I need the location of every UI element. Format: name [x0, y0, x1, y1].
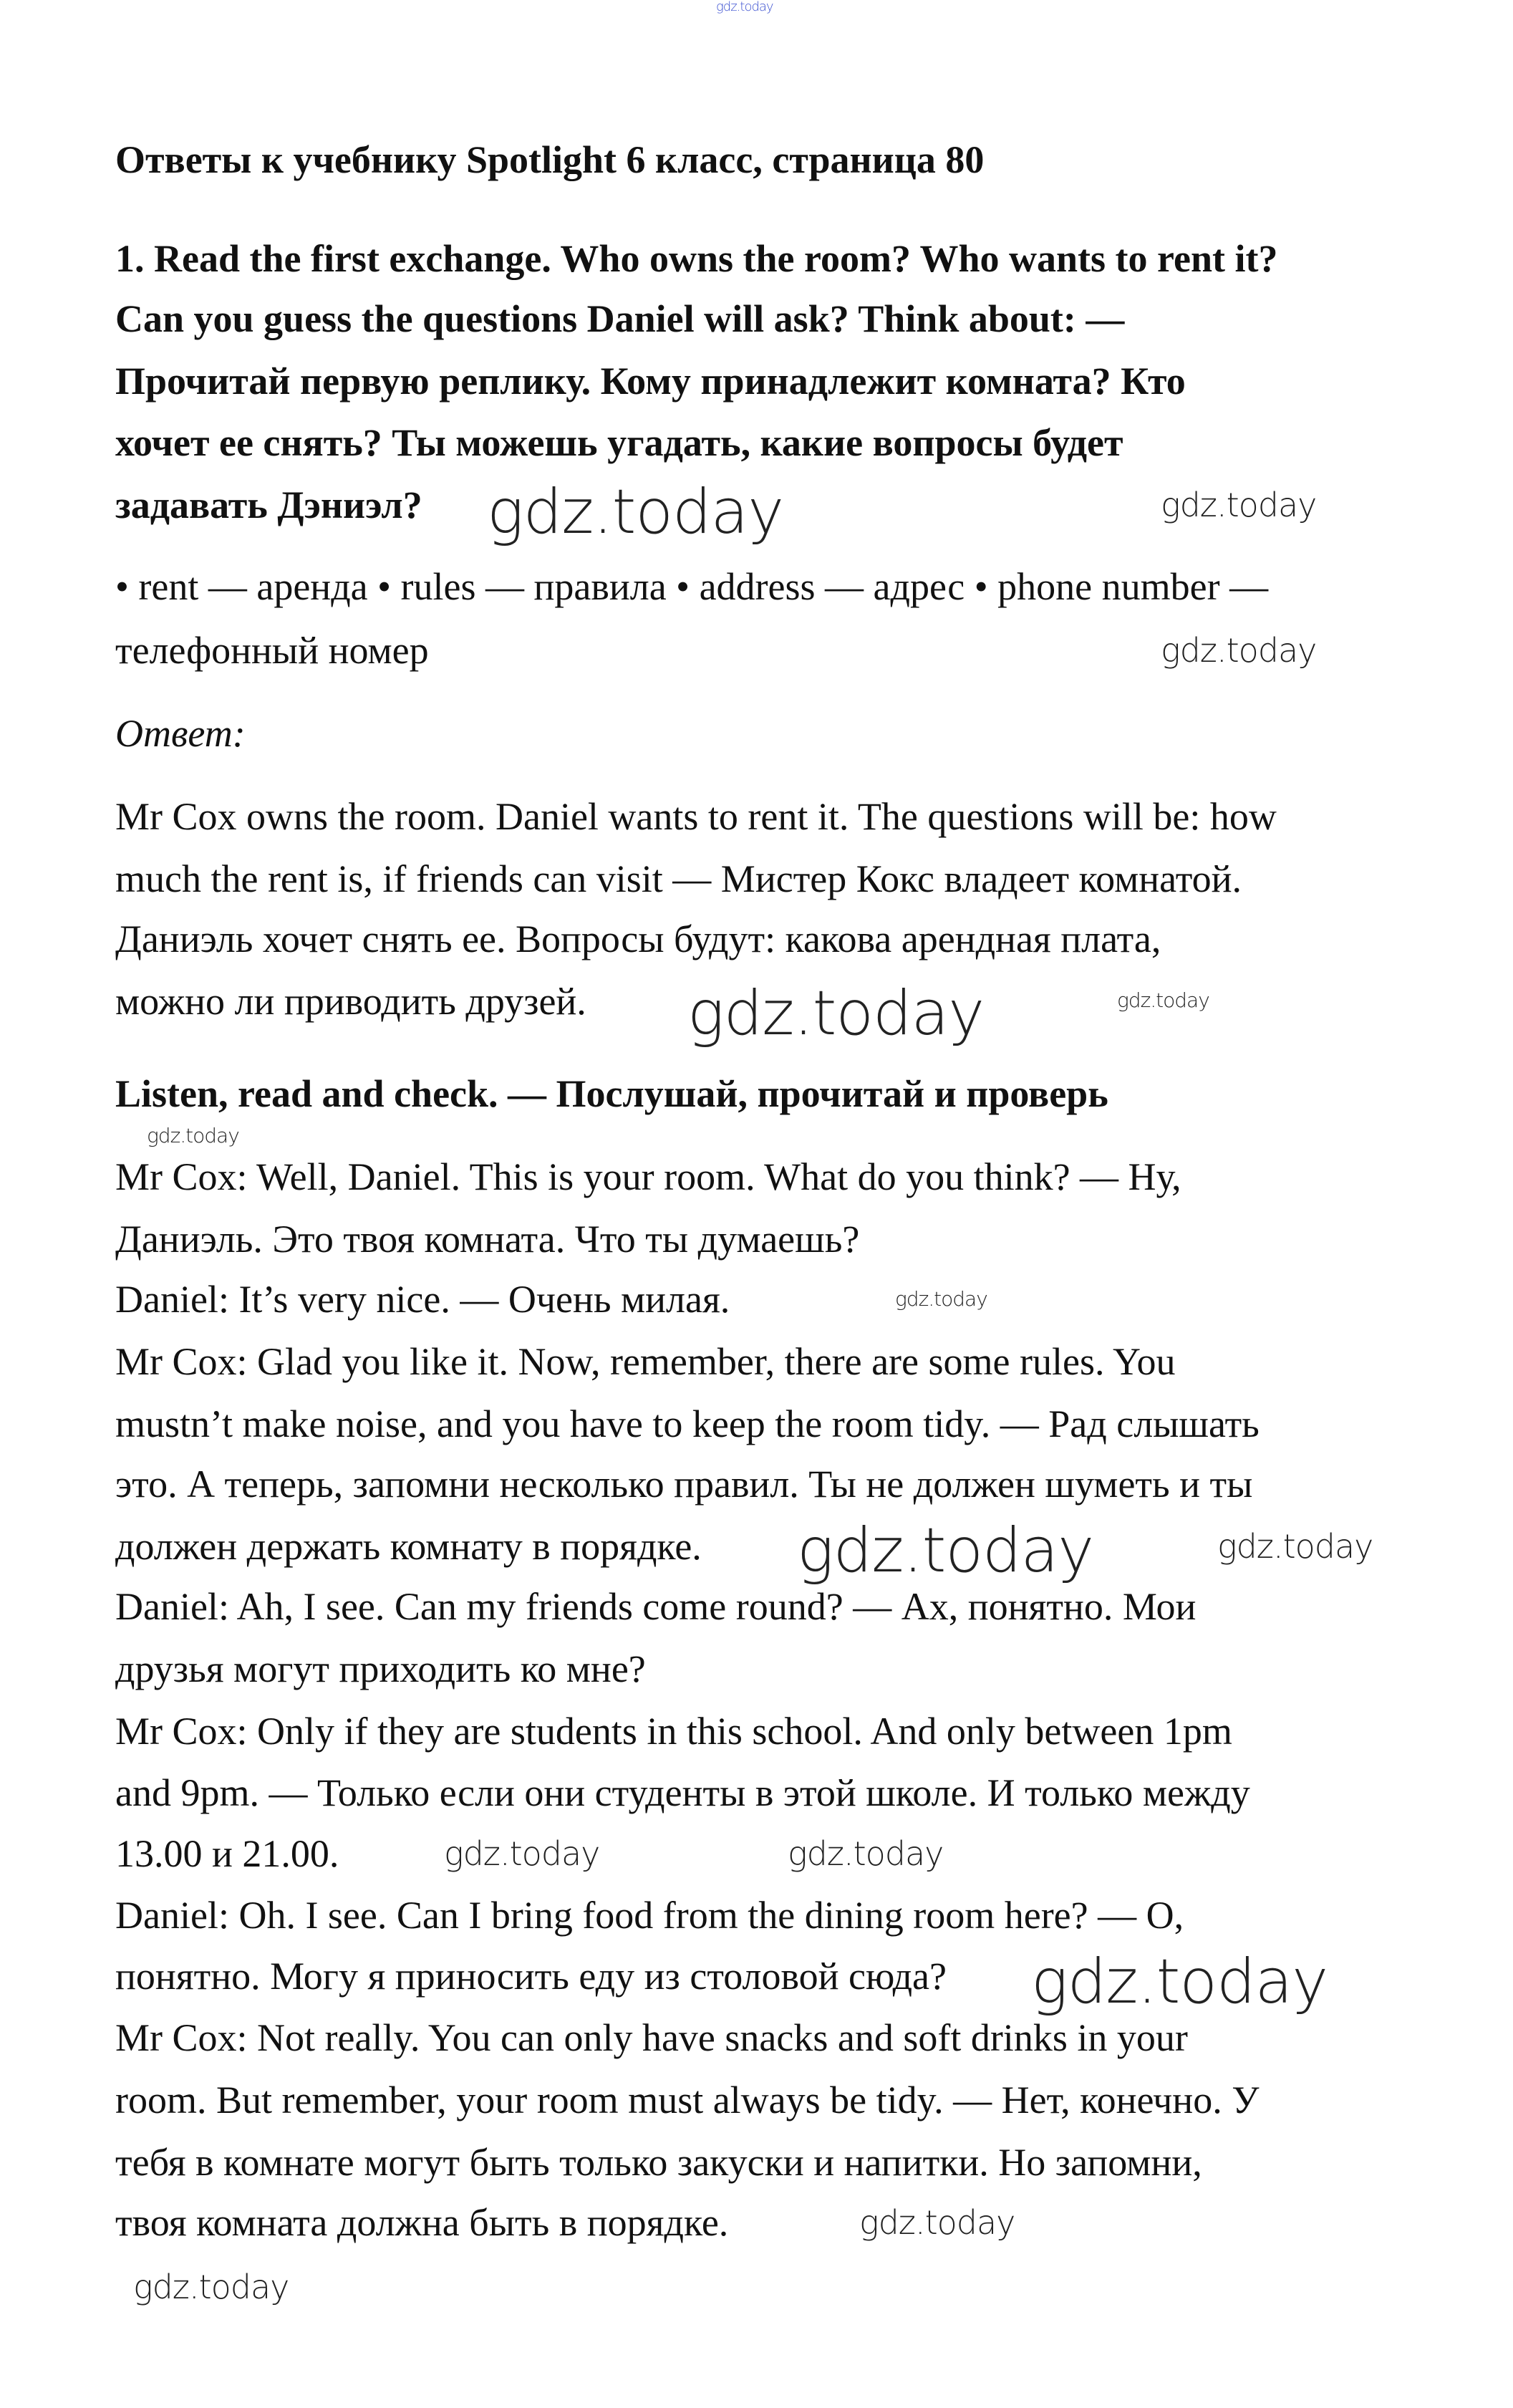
dialogue-line: должен держать комнату в порядке.	[115, 1525, 702, 1568]
dialogue-line: тебя в комнате могут быть только закуски и напитки. Но запомни,	[115, 2141, 1202, 2184]
watermark: gdz.today	[133, 2268, 289, 2306]
watermark: gdz.today	[788, 1834, 944, 1873]
task-line: хочет ее снять? Ты можешь угадать, какие вопросы будет	[115, 421, 1123, 464]
watermark: gdz.today	[859, 2203, 1015, 2242]
answer-line: можно ли приводить друзей.	[115, 980, 586, 1023]
dialogue-line: понятно. Могу я приносить еду из столовой сюда?	[115, 1955, 947, 1998]
watermark: gdz.today	[687, 978, 985, 1049]
vocab-line: телефонный номер	[115, 629, 429, 672]
task-line: Can you guess the questions Daniel will ask? Think about: —	[115, 297, 1125, 340]
dialogue-line: Mr Cox: Well, Daniel. This is your room. What do you think? — Ну,	[115, 1155, 1181, 1198]
dialogue-line: это. А теперь, запомни несколько правил. Ты не должен шуметь и ты	[115, 1463, 1253, 1506]
watermark: gdz.today	[1031, 1946, 1328, 2018]
dialogue-line: друзья могут приходить ко мне?	[115, 1647, 646, 1690]
watermark: gdz.today	[1161, 631, 1317, 670]
dialogue-line: Mr Cox: Only if they are students in this school. And only between 1pm	[115, 1710, 1232, 1753]
task-line: Прочитай первую реплику. Кому принадлежит комната? Кто	[115, 360, 1186, 403]
dialogue-line: and 9pm. — Только если они студенты в этой школе. И только между	[115, 1771, 1250, 1814]
task-line: 1. Read the first exchange. Who owns the room? Who wants to rent it?	[115, 237, 1278, 280]
dialogue-line: Даниэль. Это твоя комната. Что ты думаешь?	[115, 1218, 860, 1261]
answer-line: much the rent is, if friends can visit — Мистер Кокс владеет комнатой.	[115, 857, 1242, 900]
dialogue-line: Daniel: Ah, I see. Can my friends come round? — Ах, понятно. Мои	[115, 1585, 1197, 1628]
answer-line: Даниэль хочет снять ее. Вопросы будут: какова арендная плата,	[115, 918, 1161, 960]
answer-label: Ответ:	[115, 712, 246, 755]
task-line: задавать Дэниэл?	[115, 483, 422, 526]
watermark: gdz.today	[1217, 1527, 1373, 1566]
watermark: gdz.today	[1161, 486, 1317, 524]
dialogue-line: mustn’t make noise, and you have to keep the room tidy. — Рад слышать	[115, 1402, 1260, 1445]
watermark: gdz.today	[444, 1834, 600, 1873]
dialogue-line: room. But remember, your room must always be tidy. — Нет, конечно. У	[115, 2079, 1260, 2122]
watermark: gdz.today	[1117, 988, 1209, 1012]
dialogue-line: Mr Cox: Glad you like it. Now, remember, there are some rules. You	[115, 1340, 1176, 1383]
watermark: gdz.today	[487, 476, 784, 548]
dialogue-line: Daniel: Oh. I see. Can I bring food from the dining room here? — О,	[115, 1894, 1184, 1937]
dialogue-line: 13.00 и 21.00.	[115, 1832, 339, 1875]
watermark: gdz.today	[797, 1515, 1094, 1586]
page-title: Ответы к учебнику Spotlight 6 класс, страница 80	[115, 138, 985, 181]
watermark: gdz.today	[895, 1287, 987, 1311]
listen-heading: Listen, read and check. — Послушай, прочитай и проверь	[115, 1072, 1108, 1115]
vocab-line: • rent — аренда • rules — правила • address — адрес • phone number —	[115, 565, 1269, 608]
watermark: gdz.today	[716, 0, 773, 14]
watermark: gdz.today	[147, 1124, 239, 1147]
dialogue-line: Mr Cox: Not really. You can only have snacks and soft drinks in your	[115, 2016, 1188, 2059]
dialogue-line: Daniel: It’s very nice. — Очень милая.	[115, 1278, 730, 1321]
dialogue-line: твоя комната должна быть в порядке.	[115, 2201, 729, 2244]
answer-line: Mr Cox owns the room. Daniel wants to rent it. The questions will be: how	[115, 795, 1277, 838]
